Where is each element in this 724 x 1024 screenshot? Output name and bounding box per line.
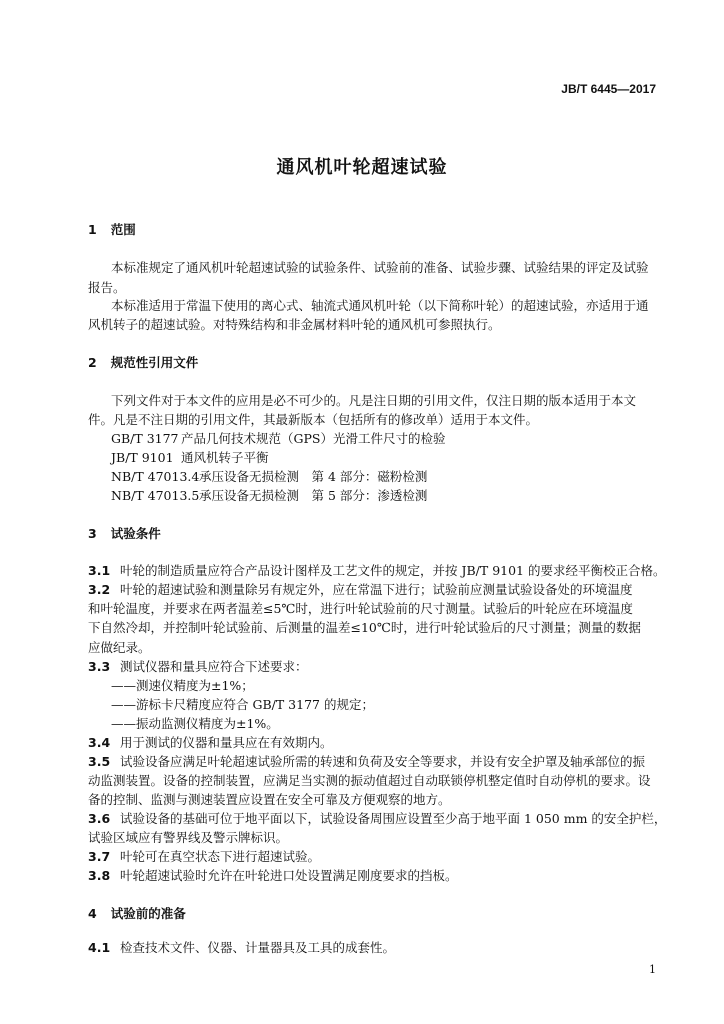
clause-text-line: 试验区域应有警界线及警示牌标识。 [88,830,289,845]
clause-text: 检查技术文件、仪器、计量器具及工具的成套性。 [120,940,396,955]
reference-title: 承压设备无损检测 第 4 部分：磁粉检测 [199,469,428,484]
document-title: 通风机叶轮超速试验 [276,157,448,178]
reference-code: JB/T 9101 [111,450,174,465]
clause-text-line: 下自然冷却，并控制叶轮试验前、后测量的温差≤10℃时，进行叶轮试验后的尺寸测量；测量的数据 [88,620,641,635]
clause-number: 3.8 [88,868,111,883]
paragraph-line: 报告。 [88,280,126,295]
list-item: ——振动监测仪精度为±1%。 [111,716,279,731]
section-title: 规范性引用文件 [110,355,199,370]
reference-title: 通风机转子平衡 [181,450,269,465]
clause-text: 叶轮可在真空状态下进行超速试验。 [120,849,321,864]
section-2-heading [88,355,198,371]
clause-text-line: 和叶轮温度，并要求在两者温差≤5℃时，进行叶轮试验前的尺寸测量。试验后的叶轮应在环境温度 [88,601,633,616]
section-number: 4 [88,906,97,921]
list-item: ——测速仪精度为±1%； [111,678,254,693]
clause-number: 3.4 [88,735,111,750]
clause-text: 叶轮的超速试验和测量除另有规定外，应在常温下进行；试验前应测量试验设备处的环境温度 [120,582,633,597]
section-title: 范围 [110,222,136,237]
clause-text: 试验设备的基础可位于地平面以下，试验设备周围应设置至少高于地平面 1 050 mm 的安全护栏， [120,811,667,826]
list-item: ——游标卡尺精度应符合 GB/T 3177 的规定； [111,697,374,712]
clause-3-5 [88,754,645,770]
clause-text: 试验设备应满足叶轮超速试验所需的转速和负荷及安全等要求，并设有安全护罩及轴承部位的振 [120,754,646,769]
clause-3-3 [88,659,308,675]
clause-text: 用于测试的仪器和量具应在有效期内。 [120,735,333,750]
clause-3-7 [88,849,320,865]
section-4-heading [88,906,186,922]
clause-number: 3.3 [88,659,111,674]
paragraph-line: 风机转子的超速试验。对特殊结构和非金属材料叶轮的通风机可参照执行。 [88,317,501,332]
clause-text-line: 动监测装置。设备的控制装置，应满足当实测的振动值超过自动联锁停机整定值时自动停机的要求。设 [88,773,651,788]
section-number: 1 [88,222,97,237]
normative-reference [111,450,269,466]
paragraph-line: 下列文件对于本文件的应用是必不可少的。凡是注日期的引用文件，仅注日期的版本适用于本文 [111,393,637,408]
paragraph-line: 本标准规定了通风机叶轮超速试验的试验条件、试验前的准备、试验步骤、试验结果的评定及试验 [111,260,649,275]
paragraph-line: 本标准适用于常温下使用的离心式、轴流式通风机叶轮（以下简称叶轮）的超速试验，亦适用于通 [111,298,649,313]
clause-3-2 [88,582,633,598]
reference-title: 承压设备无损检测 第 5 部分：渗透检测 [199,488,428,503]
clause-3-4 [88,735,333,751]
section-title: 试验条件 [110,526,161,541]
section-number: 3 [88,526,97,541]
normative-reference [111,488,427,504]
clause-number: 3.7 [88,849,111,864]
clause-3-8 [88,868,458,884]
clause-text-line: 备的控制、监测与测速装置应设置在安全可靠及方便观察的地方。 [88,792,451,807]
section-1-heading [88,222,136,238]
reference-title: 产品几何技术规范（GPS）光滑工件尺寸的检验 [181,431,446,446]
clause-number: 3.5 [88,754,111,769]
page-number: 1 [649,963,656,976]
normative-reference [111,431,445,447]
clause-number: 4.1 [88,940,111,955]
clause-text: 测试仪器和量具应符合下述要求： [120,659,308,674]
section-3-heading [88,526,161,542]
paragraph-line: 件。凡是不注日期的引用文件，其最新版本（包括所有的修改单）适用于本文件。 [88,412,539,427]
clause-number: 3.1 [88,563,111,578]
reference-code: NB/T 47013.5 [111,488,200,503]
section-number: 2 [88,355,97,370]
clause-3-6 [88,811,666,827]
section-title: 试验前的准备 [110,906,186,921]
standard-code-header: JB/T 6445—2017 [561,82,656,96]
clause-number: 3.6 [88,811,111,826]
normative-reference [111,469,427,485]
clause-number: 3.2 [88,582,111,597]
clause-text: 叶轮的制造质量应符合产品设计图样及工艺文件的规定，并按 JB/T 9101 的要求经平衡校正合格。 [120,563,666,578]
clause-4-1 [88,940,395,956]
reference-code: NB/T 47013.4 [111,469,200,484]
clause-text-line: 应做纪录。 [88,640,151,655]
reference-code: GB/T 3177 [111,431,179,446]
clause-text: 叶轮超速试验时允许在叶轮进口处设置满足刚度要求的挡板。 [120,868,458,883]
clause-3-1 [88,563,665,579]
